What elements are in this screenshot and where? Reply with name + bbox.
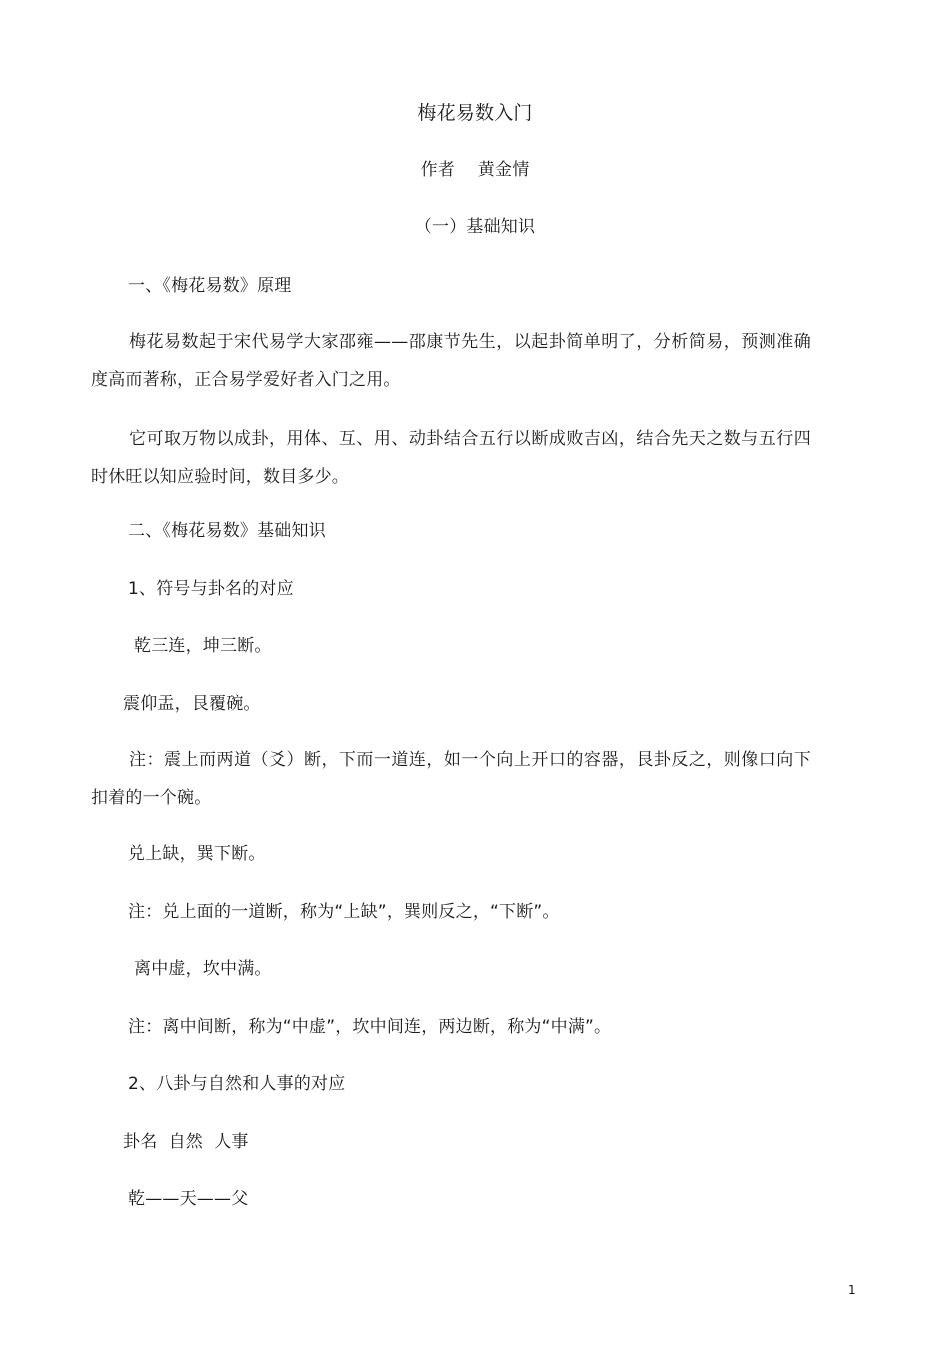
- mnemonic-zhen-gen: 震仰盂，艮覆碗。: [123, 694, 261, 714]
- page-number: 1: [848, 1283, 856, 1297]
- note-li-kan: 注：离中间断，称为“中虚”，坎中间连，两边断，称为“中满”。: [128, 1017, 612, 1037]
- heading-basics: 二、《梅花易数》基础知识: [128, 521, 326, 541]
- note-zhen-gen: 注：震上而两道（爻）断，下而一道连，如一个向上开口的容器，艮卦反之，则像口向下扣着的一个碗。: [91, 750, 811, 808]
- author-line: 作者 黄金情: [420, 160, 530, 180]
- paragraph-method: 它可取万物以成卦，用体、互、用、动卦结合五行以断成败吉凶，结合先天之数与五行四时休旺以知应验时间，数目多少。: [91, 429, 811, 487]
- mnemonic-dui-xun: 兑上缺，巽下断。: [128, 844, 266, 864]
- subheading-correspondence: 2、八卦与自然和人事的对应: [128, 1074, 346, 1094]
- paragraph-origin: 梅花易数起于宋代易学大家邵雍——邵康节先生，以起卦简单明了，分析简易，预测准确度高而著称，正合易学爱好者入门之用。: [91, 332, 811, 390]
- table-header-row: 卦名 自然 人事: [123, 1132, 249, 1152]
- mnemonic-qian-kun: 乾三连，坤三断。: [134, 636, 272, 656]
- heading-principles: 一、《梅花易数》原理: [128, 276, 292, 296]
- subheading-symbols: 1、符号与卦名的对应: [128, 579, 294, 599]
- section-heading: （一）基础知识: [414, 217, 536, 237]
- table-row-qian: 乾——天——父: [128, 1189, 249, 1209]
- mnemonic-li-kan: 离中虚，坎中满。: [134, 959, 272, 979]
- document-title: 梅花易数入门: [417, 102, 533, 124]
- note-dui-xun: 注：兑上面的一道断，称为“上缺”，巽则反之，“下断”。: [128, 902, 560, 922]
